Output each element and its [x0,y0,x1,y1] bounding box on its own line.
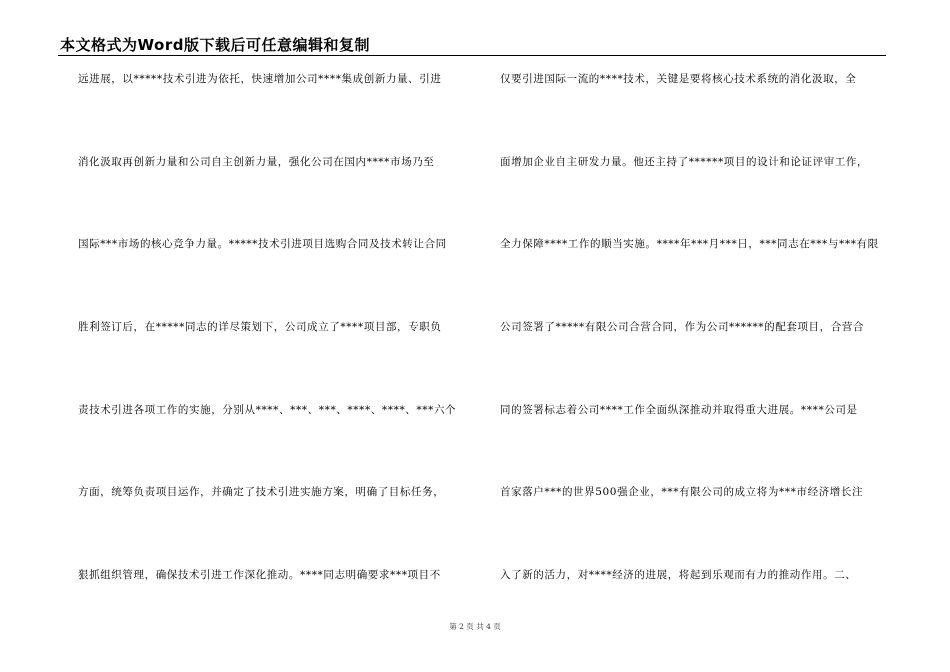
text-line: 公司签署了*****有限公司合营合同，作为公司******的配套项目，合营合 [500,320,865,333]
left-text-column [78,72,460,582]
text-line: 远进展，以*****技术引进为依托，快速增加公司****集成创新力量、引进 [78,73,442,85]
text-line: 方面，统筹负责项目运作，并确定了技术引进实施方案，明确了目标任务， [78,486,445,499]
text-line: 仅要引进国际一流的****技术，关键是要将核心技术系统的消化汲取，全 [500,73,857,85]
page-header-title: 本文格式为Word版下载后可任意编辑和复制 [60,36,370,54]
text-line: 同的签署标志着公司****工作全面纵深推动并取得重大进展。****公司是 [500,403,858,416]
header-divider [58,55,886,56]
page-number: 第 2 页 共 4 页 [449,622,501,631]
right-text-column [500,72,886,582]
text-line: 胜利签订后，在*****同志的详尽策划下，公司成立了****项目部，专职负 [78,320,442,333]
text-line: 全力保障****工作的顺当实施。****年***月***日，***同志在***与***有限 [500,238,879,251]
text-line: 狠抓组织管理，确保技术引进工作深化推动。****同志明确要求***项目不 [78,568,441,581]
text-line: 消化汲取再创新力量和公司自主创新力量，强化公司在国内****市场乃至 [78,155,435,168]
text-line: 面增加企业自主研发力量。他还主持了******项目的设计和论证评审工作， [500,155,869,168]
text-line: 责技术引进各项工作的实施，分别从****、***、***、****、****、***六个 [78,403,457,416]
text-line: 首家落户***的世界500强企业，***有限公司的成立将为***市经济增长注 [500,486,864,499]
text-line: 入了新的活力，对****经济的进展，将起到乐观而有力的推动作用。二、 [500,568,857,581]
text-line: 国际***市场的核心竞争力量。*****技术引进项目选购合同及技术转让合同 [78,238,447,251]
